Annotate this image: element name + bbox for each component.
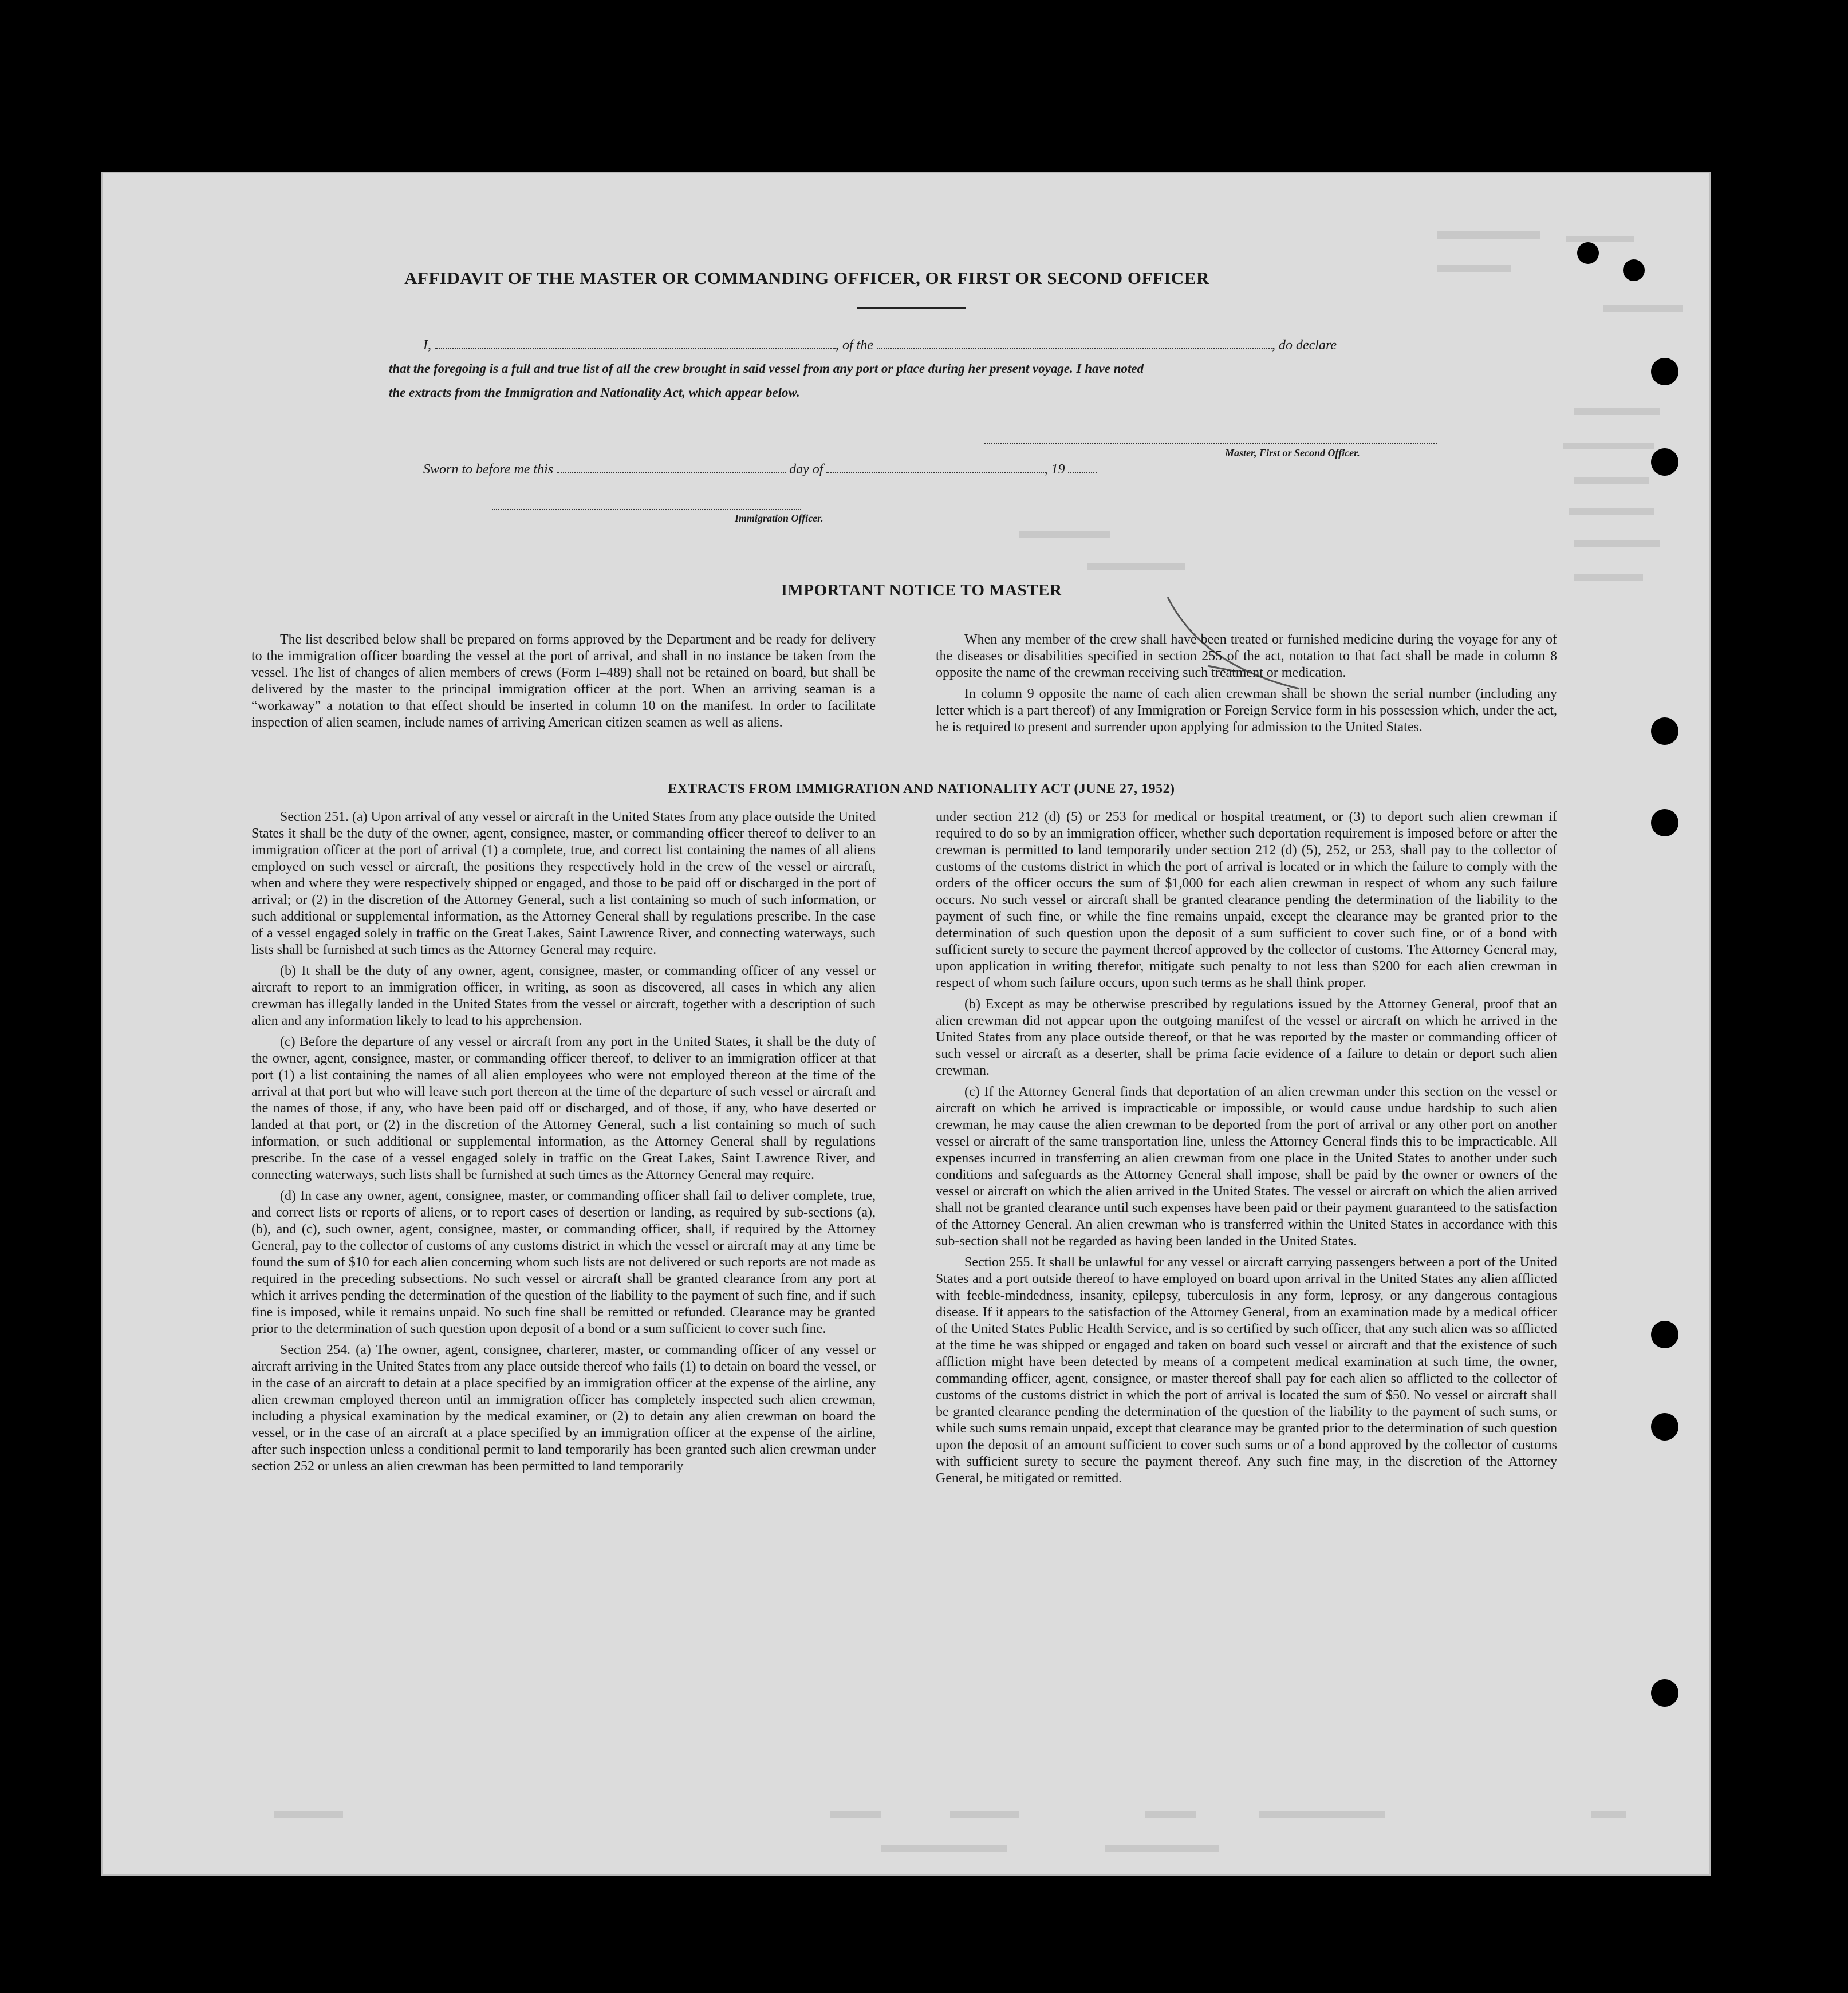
section-254b: (b) Except as may be otherwise prescribed by regulations issued by the Attorney General, proof that an alien crewman did not appear upon the outgoing manifest of the vessel or aircraft on which he arrived in the United States from any place outside thereof, or that he was reported by the master or commanding officer of such vessel or aircraft as a deserter, shall be prima facie evidence of a failure to detain or deport such alien crewman. — [936, 997, 1557, 1078]
title-rule — [857, 307, 966, 309]
officer-label: Immigration Officer. — [735, 512, 823, 524]
notice-right-paragraph-2: In column 9 opposite the name of each alien crewman shall be shown the serial number (including any letter which is a part thereof) of any Immigration or Foreign Service form in his possession which, under the act, he is required to present and surrender upon applying for admission to the United States. — [936, 686, 1557, 735]
affidavit-title: AFFIDAVIT OF THE MASTER OR COMMANDING OFFICER, OR FIRST OR SECOND OFFICER — [404, 268, 1209, 288]
declaration-line-1: that the foregoing is a full and true list of all the crew brought in said vessel from any port or place during her present voyage. I have noted — [389, 361, 1144, 376]
sworn-label: Sworn to before me this — [423, 462, 554, 477]
punch-hole — [1651, 448, 1678, 476]
declaration-line-2: the extracts from the Immigration and Nationality Act, which appear below. — [389, 385, 800, 400]
sworn-year-field[interactable] — [1068, 461, 1097, 473]
punch-hole — [1651, 358, 1678, 385]
master-signature-label: Master, First or Second Officer. — [1225, 447, 1360, 459]
officer-signature-field[interactable] — [492, 498, 801, 510]
year-prefix: , 19 — [1044, 462, 1065, 477]
section-254a-continued: under section 212 (d) (5) or 253 for medical or hospital treatment, or (3) to deport such alien crewman if required to do so by an immigration officer, whether such deportation requirement is imposed before or after the crewman is permitted to land temporarily under section 212 (d) (5), 252, or 253, shall pay to the collector of customs of the customs district in which the port of arrival is located or in which the failure to comply with the orders of the officer occurs the sum of $1,000 for each alien crewman in respect of whom any such failure occurs. No such vessel or aircraft shall be granted clearance pending the determination of the liability to the payment of such fine, or while the fine remains unpaid, except the clearance may be granted prior to the determination of such question upon the deposit of a sum sufficient to cover such fine, or of a bond with sufficient surety to secure the payment thereof approved by the collector of customs. The Attorney General may, upon application in writing therefor, mitigate such penalty to not less than $200 for each alien crewman in respect of whom such failure occurs, upon such terms as he shall think proper. — [936, 810, 1557, 990]
punch-hole — [1651, 717, 1678, 745]
vessel-field[interactable] — [877, 337, 1272, 349]
notice-left-paragraph: The list described below shall be prepared on forms approved by the Department and be ready for delivery to the immigration officer boarding the vessel at the port of arrival, and shall in no instance be taken from the vessel. The list of changes of alien members of crews (Form I–489) shall not be retained on board, but shall be delivered by the master to the principal immigration officer at the port. When an arriving seaman is a “workaway” a notation to that effect should be inserted in column 10 on the manifest. In order to facilitate inspection of alien seamen, include names of arriving American citizen seamen as well as aliens. — [251, 632, 876, 730]
punch-hole — [1651, 1321, 1678, 1348]
punch-hole — [1651, 809, 1678, 836]
section-251a: Section 251. (a) Upon arrival of any vessel or aircraft in the United States from any place outside the United States it shall be the duty of the owner, agent, consignee, master, or commanding officer thereof to deliver to an immigration officer at the port of arrival (1) a complete, true, and correct list containing the names of all aliens employed on such vessel or aircraft, the positions they respectively hold in the crew of the vessel or aircraft, when and where they were respectively shipped or engaged, and those to be paid off or discharged in the port of arrival; or (2) in the discretion of the Attorney General, such a list containing so much of such information, or such additional or supplemental information, as the Attorney General shall by regulations prescribe. In the case of a vessel engaged solely in traffic on the Great Lakes, Saint Lawrence River, and connecting waterways, such lists shall be furnished at such times as the Attorney General may require. — [251, 810, 876, 957]
i-label: I, — [423, 338, 431, 353]
punch-hole — [1651, 1679, 1678, 1707]
extracts-right-column — [936, 809, 1557, 1491]
notice-left-column — [251, 632, 876, 736]
section-251c: (c) Before the departure of any vessel or aircraft from any port in the United States, it shall be the duty of the owner, agent, consignee, master, or commanding officer thereof, to deliver to an immigration officer at that port (1) a list containing the names of all alien employees who were not employed thereon at the time of the arrival at that port but who will leave such port thereon at the time of the departure of such vessel or aircraft and the names of those, if any, who have been paid off or discharged, and of those, if any, who have deserted or landed at that port, or (2) in the discretion of the Attorney General, such a list containing so much of such information, or such additional or supplemental information, as the Attorney General shall by regulations prescribe. In the case of a vessel engaged solely in traffic on the Great Lakes, Saint Lawrence River, and connecting waterways, such lists shall be furnished at such times as the Attorney General may require. — [251, 1035, 876, 1182]
day-of-label: day of — [789, 462, 823, 477]
notice-title: IMPORTANT NOTICE TO MASTER — [781, 581, 1062, 599]
extracts-title: EXTRACTS FROM IMMIGRATION AND NATIONALITY ACT (JUNE 27, 1952) — [668, 782, 1175, 796]
extracts-left-column — [251, 809, 876, 1479]
do-declare-label: , do declare — [1272, 338, 1337, 353]
section-251b: (b) It shall be the duty of any owner, agent, consignee, master, or commanding officer of any vessel or aircraft to report to an immigration officer, in writing, as soon as discovered, all cases in which any alien crewman has illegally landed in the United States from the vessel or aircraft, together with a description of such alien and any information likely to lead to his apprehension. — [251, 964, 876, 1028]
sworn-day-field[interactable] — [557, 461, 786, 473]
master-signature-field[interactable] — [984, 431, 1437, 444]
sworn-month-field[interactable] — [826, 461, 1044, 473]
section-251d: (d) In case any owner, agent, consignee, master, or commanding officer shall fail to deliver complete, true, and correct lists or reports of aliens, or to report cases of desertion or landing, as required by sub-sections (a), (b), and (c), such owner, agent, consignee, master, or commanding officer, shall, if required by the Attorney General, pay to the collector of customs of any customs district in which the vessel or aircraft may at any time be found the sum of $10 for each alien concerning whom such lists are not delivered or such reports are not made as required in the preceding subsections. No such vessel or aircraft shall be granted clearance from any port at which it arrives pending the determination of the question of the liability to the payment of such fine, and if such fine is imposed, while it remains unpaid. No such fine shall be remitted or refunded. Clearance may be granted prior to the determination of such question upon deposit of a bond or a sum sufficient to cover such fine. — [251, 1189, 876, 1336]
name-field[interactable] — [435, 337, 836, 349]
notice-right-column — [936, 632, 1557, 740]
punch-hole — [1623, 259, 1645, 281]
punch-hole — [1577, 242, 1599, 264]
sworn-line — [423, 461, 1339, 477]
of-the-label: , of the — [836, 338, 873, 353]
notice-right-paragraph-1: When any member of the crew shall have been treated or furnished medicine during the voyage for any of the diseases or disabilities specified in section 255 of the act, notation to that fact shall be made in column 8 opposite the name of the crewman receiving such treatment or medication. — [936, 632, 1557, 680]
declaration-fill-line — [423, 337, 1557, 353]
punch-hole — [1651, 1413, 1678, 1441]
section-254a: Section 254. (a) The owner, agent, consignee, charterer, master, or commanding officer of any vessel or aircraft arriving in the United States from any place outside thereof who fails (1) to detain on board the vessel, or in the case of an aircraft to detain at a place specified by an immigration officer at the expense of the airline, any alien crewman employed thereon until an immigration officer has completely inspected such alien crewman, including a physical examination by the medical examiner, or (2) to detain any alien crewman on board the vessel, or in the case of an aircraft at a place specified by an immigration officer at the expense of the airline, after such inspection unless a conditional permit to land temporarily has been granted such alien crewman under section 252 or unless an alien crewman has been permitted to land temporarily — [251, 1343, 876, 1474]
document-page — [101, 172, 1711, 1876]
section-254c: (c) If the Attorney General finds that deportation of an alien crewman under this section on the vessel or aircraft on which he arrived is impracticable or impossible, or would cause undue hardship to such alien crewman, he may cause the alien crewman to be deported from the port of arrival or any other port on another vessel or aircraft of the same transportation line, unless the Attorney General finds this to be impracticable. All expenses incurred in transferring an alien crewman from one place in the United States to another under such conditions and safeguards as the Attorney General shall impose, shall be paid by the owner or owners of the vessel or aircraft on which the alien arrived in the United States. The vessel or aircraft on which the alien arrived shall not be granted clearance until such expenses have been paid or their payment guaranteed to the satisfaction of the Attorney General. An alien crewman who is transferred within the United States in accordance with this sub-section shall not be regarded as having been landed in the United States. — [936, 1084, 1557, 1249]
section-255: Section 255. It shall be unlawful for any vessel or aircraft carrying passengers between a port of the United States and a port outside thereof to have employed on board upon arrival in the United States any alien afflicted with feeble-mindedness, insanity, epilepsy, tuberculosis in any form, leprosy, or any dangerous contagious disease. If it appears to the satisfaction of the Attorney General, from an examination made by a medical officer of the United States Public Health Service, and is so certified by such officer, that any such alien was so afflicted at the time he was shipped or engaged and taken on board such vessel or aircraft and that the existence of such affliction might have been detected by means of a competent medical examination at such time, the owner, commanding officer, agent, consignee, or master thereof shall pay for each alien so afflicted to the collector of customs of the customs district in which the port of arrival is located the sum of $50. No vessel or aircraft shall be granted clearance pending the determination of the question of the liability to the payment of such sums, or while such sums remain unpaid, except that clearance may be granted prior to the determination of such question upon the deposit of an amount sufficient to cover such sums or of a bond approved by the collector of customs with sufficient surety to secure the payment thereof. Any such fine may, in the discretion of the Attorney General, be mitigated or remitted. — [936, 1255, 1557, 1486]
